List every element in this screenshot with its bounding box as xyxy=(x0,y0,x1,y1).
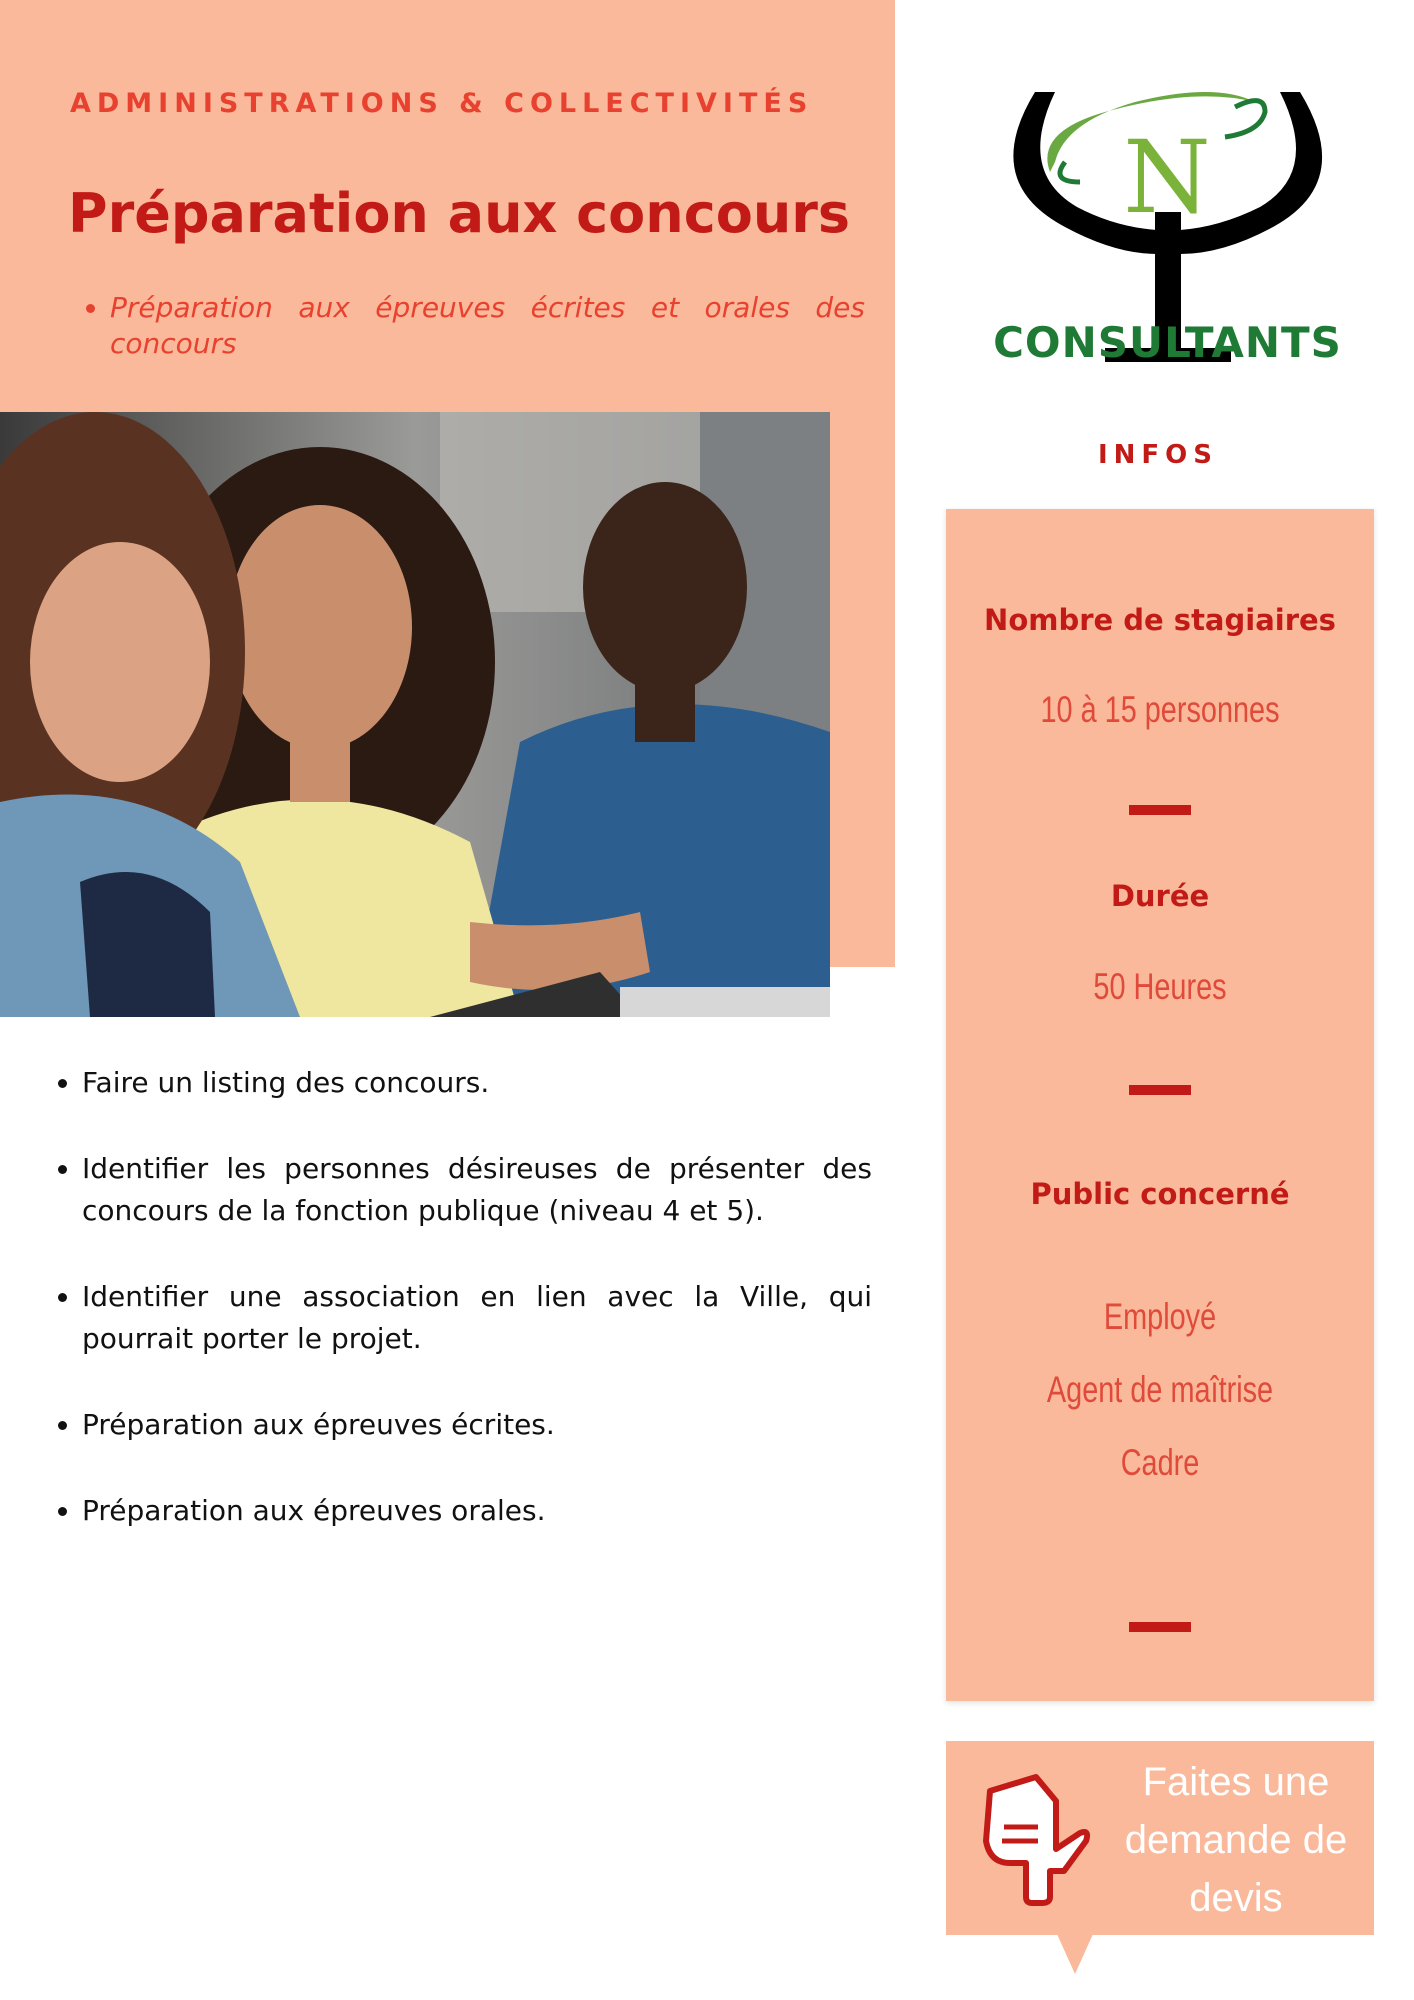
task-item: • Identifier une association en lien avec la Ville, qui pourrait porter le projet. xyxy=(82,1276,872,1360)
separator xyxy=(1129,805,1191,815)
quote-request-button[interactable] xyxy=(946,1741,1374,1935)
audience-label: Public concerné xyxy=(1030,1177,1290,1211)
trainees-value: 10 à 15 personnes xyxy=(1040,689,1280,730)
cta-line[interactable]: Faites une xyxy=(1142,1760,1330,1804)
audience-value: Employé xyxy=(1103,1296,1217,1337)
logo-wordmark: CONSULTANTS xyxy=(993,318,1342,367)
separator xyxy=(1129,1085,1191,1095)
category-label: ADMINISTRATIONS & COLLECTIVITÉS xyxy=(70,88,814,119)
infos-heading: INFOS xyxy=(1097,440,1219,470)
task-item: • Préparation aux épreuves orales. xyxy=(82,1490,872,1532)
students-photo xyxy=(0,412,830,1017)
cta-line[interactable]: demande de xyxy=(1124,1818,1348,1862)
intro-list xyxy=(75,290,865,362)
task-item: • Préparation aux épreuves écrites. xyxy=(82,1404,872,1446)
students-photo-illustration xyxy=(0,412,830,1017)
audience-value: Cadre xyxy=(1120,1442,1200,1483)
trainees-label: Nombre de stagiaires xyxy=(984,603,1336,637)
logo-monogram: N xyxy=(1123,119,1211,236)
duration-label: Durée xyxy=(1110,879,1210,913)
duration-value: 50 Heures xyxy=(1093,966,1227,1007)
intro-item: • Préparation aux épreuves écrites et orales des concours xyxy=(110,290,865,362)
task-list xyxy=(40,1062,872,1576)
page-title: Préparation aux concours xyxy=(68,182,851,245)
audience-value: Agent de maîtrise xyxy=(1046,1369,1274,1410)
info-card xyxy=(946,509,1374,1701)
pointing-hand-icon xyxy=(976,1771,1094,1906)
cta-pointer-tail xyxy=(1057,1934,1093,1974)
separator xyxy=(1129,1622,1191,1632)
cta-line[interactable]: devis xyxy=(1189,1876,1283,1920)
quote-request-text[interactable] xyxy=(1111,1753,1361,1927)
task-item: • Faire un listing des concours. xyxy=(82,1062,872,1104)
task-item: • Identifier les personnes désireuses de présenter des concours de la fonction publique (niveau 4 et 5). xyxy=(82,1148,872,1232)
